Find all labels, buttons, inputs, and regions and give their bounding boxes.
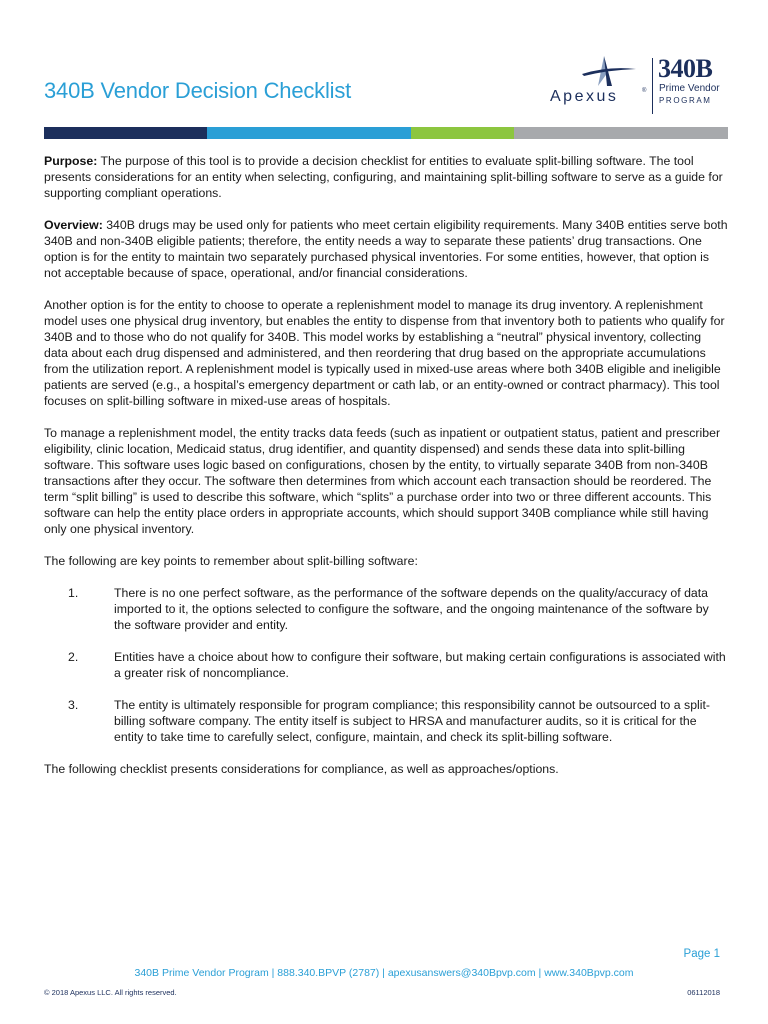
- footer-date: 06112018: [687, 988, 720, 997]
- list-item: [44, 585, 728, 633]
- closing-paragraph: The following checklist presents considerations for compliance, as well as approaches/options.: [44, 762, 559, 776]
- overview-text: 340B drugs may be used only for patients who meet certain eligibility requirements. Many 340B entities serve both 340B and non-340B eligible patients; therefore, the entity needs a way to separate these patients’ drug transactions. One option is for the entity to maintain two separately purchased physical inventories. For some entities, however, that option is not acceptable because of space, operational, and/or financial considerations.: [44, 218, 728, 280]
- footer-copyright: © 2018 Apexus LLC. All rights reserved.: [44, 988, 177, 997]
- replenishment-paragraph: Another option is for the entity to choose to operate a replenishment model to manage its drug inventory. A replenishment model uses one physical drug inventory, but enables the entity to dispense from that inventory both to patients who qualify for 340B and to those who do not qualify for 340B. This model works by establishing a “neutral” physical inventory, collecting data about each drug dispensed and administered, and then reordering that drug based on the appropriate accumulations from the utilization report. A replenishment model is typically used in mixed-use areas where both 340B eligible and ineligible patients are served (e.g., a hospital’s emergency department or cath lab, or an entity-owned or contract pharmacy). This tool focuses on split-billing software in mixed-use areas of hospitals.: [44, 298, 725, 408]
- footer-contact: 340B Prime Vendor Program | 888.340.BPVP (2787) | apexusanswers@340Bpvp.com | www.340Bpvp.com: [134, 967, 634, 979]
- apexus-340b-logo: [548, 52, 728, 116]
- logo-program-number: 340B: [658, 54, 713, 83]
- logo-program-line2: PROGRAM: [659, 96, 712, 105]
- document-body: [44, 153, 728, 793]
- purpose-text: The purpose of this tool is to provide a decision checklist for entities to evaluate split-billing software. The tool presents considerations for an entity when selecting, configuring, and maintaining split-billing software to serve as a guide for supporting compliant operations.: [44, 154, 723, 200]
- list-item: [44, 697, 728, 745]
- list-item-text: There is no one perfect software, as the performance of the software depends on the quality/accuracy of data imported to it, the options selected to configure the software, and the ongoing maintenance of the software by the software provider and entity.: [114, 586, 709, 632]
- key-points-list: [44, 585, 728, 745]
- list-item-number: 1.: [68, 586, 79, 600]
- logo-divider: [652, 58, 653, 114]
- list-item-number: 3.: [68, 698, 79, 712]
- overview-label: Overview:: [44, 218, 103, 232]
- apexus-sail-icon: [578, 54, 638, 88]
- page-title: 340B Vendor Decision Checklist: [44, 78, 352, 103]
- header-bar-gray: [514, 127, 728, 139]
- list-intro: The following are key points to remember about split-billing software:: [44, 554, 418, 568]
- list-item: [44, 649, 728, 681]
- purpose-paragraph: [44, 153, 728, 201]
- header-bar-blue: [207, 127, 411, 139]
- data-feeds-paragraph: To manage a replenishment model, the entity tracks data feeds (such as inpatient or outpatient status, patient and prescriber eligibility, clinic location, Medicaid status, drug identifier, and quantity dispensed) and sends these data into split-billing software. This software uses logic based on configurations, chosen by the entity, to virtually separate 340B from non-340B transactions after they occur. The software then determines from which account each transaction should be reordered. The term “split billing” is used to describe this software, which “splits” a purchase order into two or three different accounts. This software can help the entity place orders in appropriate accounts, which should support 340B compliance while still having only one physical inventory.: [44, 426, 721, 536]
- purpose-label: Purpose:: [44, 154, 98, 168]
- list-item-text: The entity is ultimately responsible for program compliance; this responsibility cannot be outsourced to a split-billing software company. The entity itself is subject to HRSA and manufacturer audits, so it is critical for the entity to take time to carefully select, configure, maintain, and check its split-billing software.: [114, 698, 711, 744]
- list-item-number: 2.: [68, 650, 79, 664]
- header-bar-navy: [44, 127, 207, 139]
- logo-trademark: ®: [642, 88, 647, 94]
- page-number: Page 1: [683, 948, 720, 960]
- logo-brand: Apexus: [550, 88, 619, 105]
- header-bar-green: [411, 127, 514, 139]
- overview-paragraph: [44, 217, 728, 281]
- logo-program-line1: Prime Vendor: [659, 83, 720, 94]
- list-item-text: Entities have a choice about how to configure their software, but making certain configurations is associated with a greater risk of noncompliance.: [114, 650, 726, 680]
